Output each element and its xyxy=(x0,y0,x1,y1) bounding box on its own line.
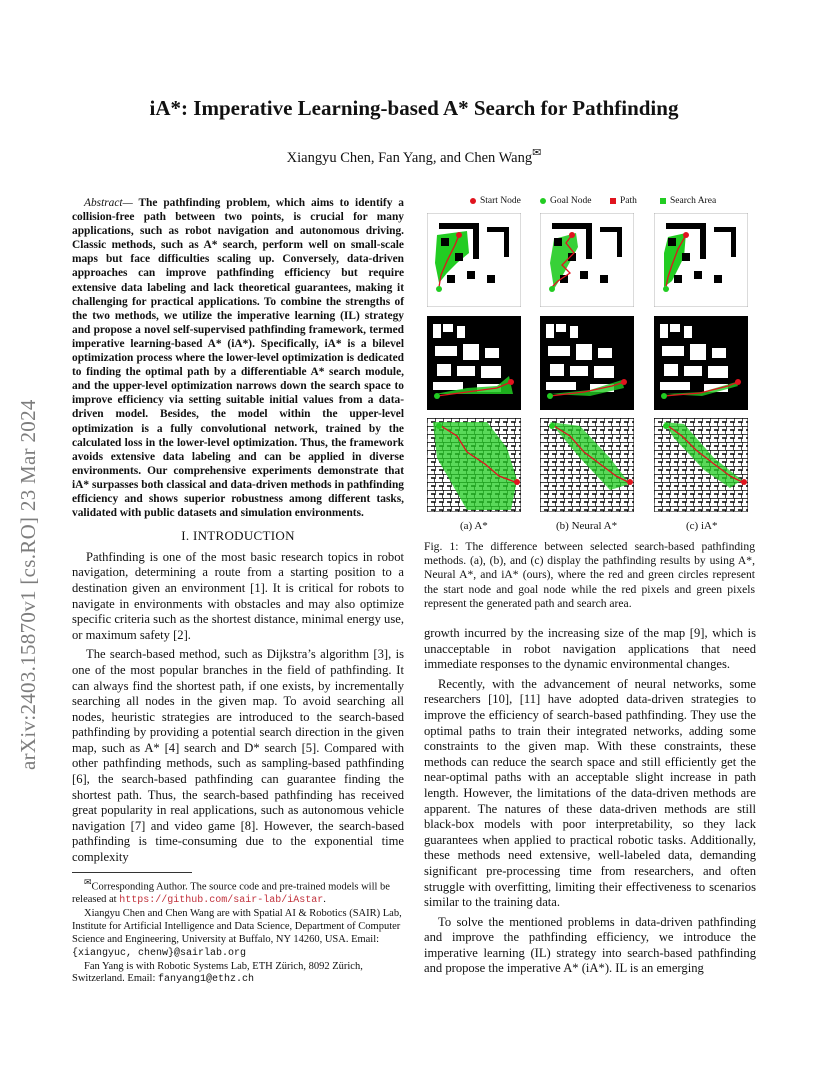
subcaption-b: (b) Neural A* xyxy=(556,520,618,532)
subcaption-c: (c) iA* xyxy=(686,520,718,532)
abstract-text: The pathfinding problem, which aims to identify a collision-free path between two points, is crucial for many applications, such as robot navigation and autonomous driving. Classic methods, such as A* search, perform well on small-scale maps but face difficulties scaling up. Conversely, data-driven approaches can improve pathfinding efficiency but require extensive data labeling and lack theoretical guarantees, making it challenging for practical applications. To combine the strengths of the two methods, we utilize the imperative learning (IL) strategy and propose a novel self-supervised pathfinding framework, termed imperative learning-based A* (iA*). Specifically, iA* is a bilevel optimization process where the lower-level optimization is dedicated to finding the optimal path by a differentiable A* search module, and the upper-level optimization narrows down the search space to improve efficiency via setting suitable initial values from a data-driven model. Besides, the model within the upper-level optimization is a fully convolutional network, trained by the calculated loss in the lower-level optimization. Thus, the framework avoids extensive data labeling and can be applied in diverse environments. Our comprehensive experiments demonstrate that iA* surpasses both classical and data-driven methods in pathfinding efficiency and shows superior robustness among different tasks, validated with public datasets and simulation environments. xyxy=(72,197,404,520)
map-b-row2 xyxy=(540,316,634,410)
figure-caption: Fig. 1: The difference between selected search-based pathfinding methods. (a), (b), and (c) display the pathfinding results by using A*, Neural A*, and iA* (ours), where the red and green circles represent the start node and goal node while the red pixels and green pixels represent the generated path and search area. xyxy=(424,540,755,610)
map-a-row1 xyxy=(427,213,521,307)
map-a-row3 xyxy=(427,418,521,512)
search-area-marker xyxy=(660,198,666,204)
legend-path: Path xyxy=(610,196,637,206)
footnote-affiliation-2: Fan Yang is with Robotic Systems Lab, ETH Zürich, 8092 Zürich, Switzerland. Email: fanyang1@ethz.ch xyxy=(72,960,363,986)
author-names: Xiangyu Chen, Fan Yang, and Chen Wang xyxy=(286,149,533,166)
footnote-affiliation-1: Xiangyu Chen and Chen Wang are with Spatial AI & Robotics (SAIR) Lab, Institute for Artificial Intelligence and Data Science, Department of Computer Science and Engineering, University at Buffalo, NY 14260, USA. Email: {xiangyuc, chenw}@sairlab.org xyxy=(72,907,402,959)
right-column xyxy=(424,626,756,981)
right-paragraph-1: growth incurred by the increasing size of the map [9], which is unacceptable in robot navigation applications that need immediate responses to the dynamic environmental changes. xyxy=(424,626,756,672)
map-c-row2 xyxy=(654,316,748,410)
path-marker xyxy=(610,198,616,204)
code-link[interactable]: https://github.com/sair-lab/iAstar xyxy=(119,895,324,907)
right-paragraph-3: To solve the mentioned problems in data-driven pathfinding and improve the pathfinding efficiency, we introduce the imperative learning (IL) strategy into search-based pathfinding and propose the imperative A* (iA*). IL is an emerging xyxy=(424,914,756,976)
map-b-row1 xyxy=(540,213,634,307)
paper-title: iA*: Imperative Learning-based A* Search for Pathfinding xyxy=(149,96,679,120)
footnote-rule xyxy=(72,872,192,873)
intro-paragraph-2: The search-based method, such as Dijkstra’s algorithm [3], is one of the most popular branches in the field of pathfinding. It can always find the shortest path, if one exists, by incrementally searching all nodes in the given map. To avoid searching all nodes, heuristic strategies are introduced to the search-based pathfinding by providing a potential search direction in the given map, such as A* [4] search and D* search [5]. Compared with other pathfinding methods, such as sampling-based pathfinding [6], the search-based pathfinding can guarantee finding the shortest path. Thus, the search-based pathfinding has received great popularity in real applications, such as autonomous vehicle navigation [7] and video game [8]. However, the search-based pathfinding is time-consuming due to the exponential time complexity xyxy=(72,647,404,865)
right-paragraph-2: Recently, with the advancement of neural networks, some researchers [10], [11] have adopted data-driven strategies to improve the efficiency of search-based pathfinding. They use the optimal paths to train their integrated networks, adding some constraints to the given map. With these constraints, these methods can reduce the search space and still efficiently get the near-optimal paths with an acceptable slight increase in path length. However, the limitations of the data-driven methods are apparent. The natures of these data-driven methods are still black-box models with poor interpretability, so they lack guarantees when applied to practical robotic tasks. Additionally, these methods need extensive, well-labeled data, demanding significant pre-processing time from researchers, and often struggle with overfitting, limiting their effectiveness to scenarios similar to the training data. xyxy=(424,676,756,910)
map-c-row3 xyxy=(654,418,748,512)
map-c-row1 xyxy=(654,213,748,307)
map-b-row3 xyxy=(540,418,634,512)
map-a-row2 xyxy=(427,316,521,410)
section-heading-introduction: I. INTRODUCTION xyxy=(181,528,295,544)
legend-search-area: Search Area xyxy=(660,196,716,206)
email-2: fanyang1@ethz.ch xyxy=(158,974,255,986)
legend-start: Start Node xyxy=(470,196,521,206)
abstract-label: Abstract— xyxy=(84,197,133,209)
intro-paragraph-1: Pathfinding is one of the most basic research topics in robot navigation, determining a route from a starting position to a destination given an environment [1]. It is critical for robots to navigate in environments with obstacles and may also optimize specific criteria such as the shortest distance, minimal energy use, or maximum safety [2]. xyxy=(72,549,404,642)
abstract xyxy=(72,196,404,520)
email-1: {xiangyuc, chenw}@sairlab.org xyxy=(72,947,247,959)
envelope-icon: ✉ xyxy=(532,147,542,159)
footnote-corresponding: ✉Corresponding Author. The source code and pre-trained models will be released at https://github.com/sair-lab/iAstar. xyxy=(72,876,390,907)
author-list xyxy=(0,146,828,167)
footnotes xyxy=(72,876,404,988)
goal-node-marker xyxy=(540,198,546,204)
subcaption-a: (a) A* xyxy=(460,520,488,532)
legend-goal: Goal Node xyxy=(540,196,591,206)
figure-1 xyxy=(424,196,776,532)
left-column xyxy=(72,196,404,987)
start-node-marker xyxy=(470,198,476,204)
envelope-icon: ✉ xyxy=(84,876,92,887)
arxiv-identifier: arXiv:2403.15870v1 [cs.RO] 23 Mar 2024 xyxy=(16,399,40,770)
